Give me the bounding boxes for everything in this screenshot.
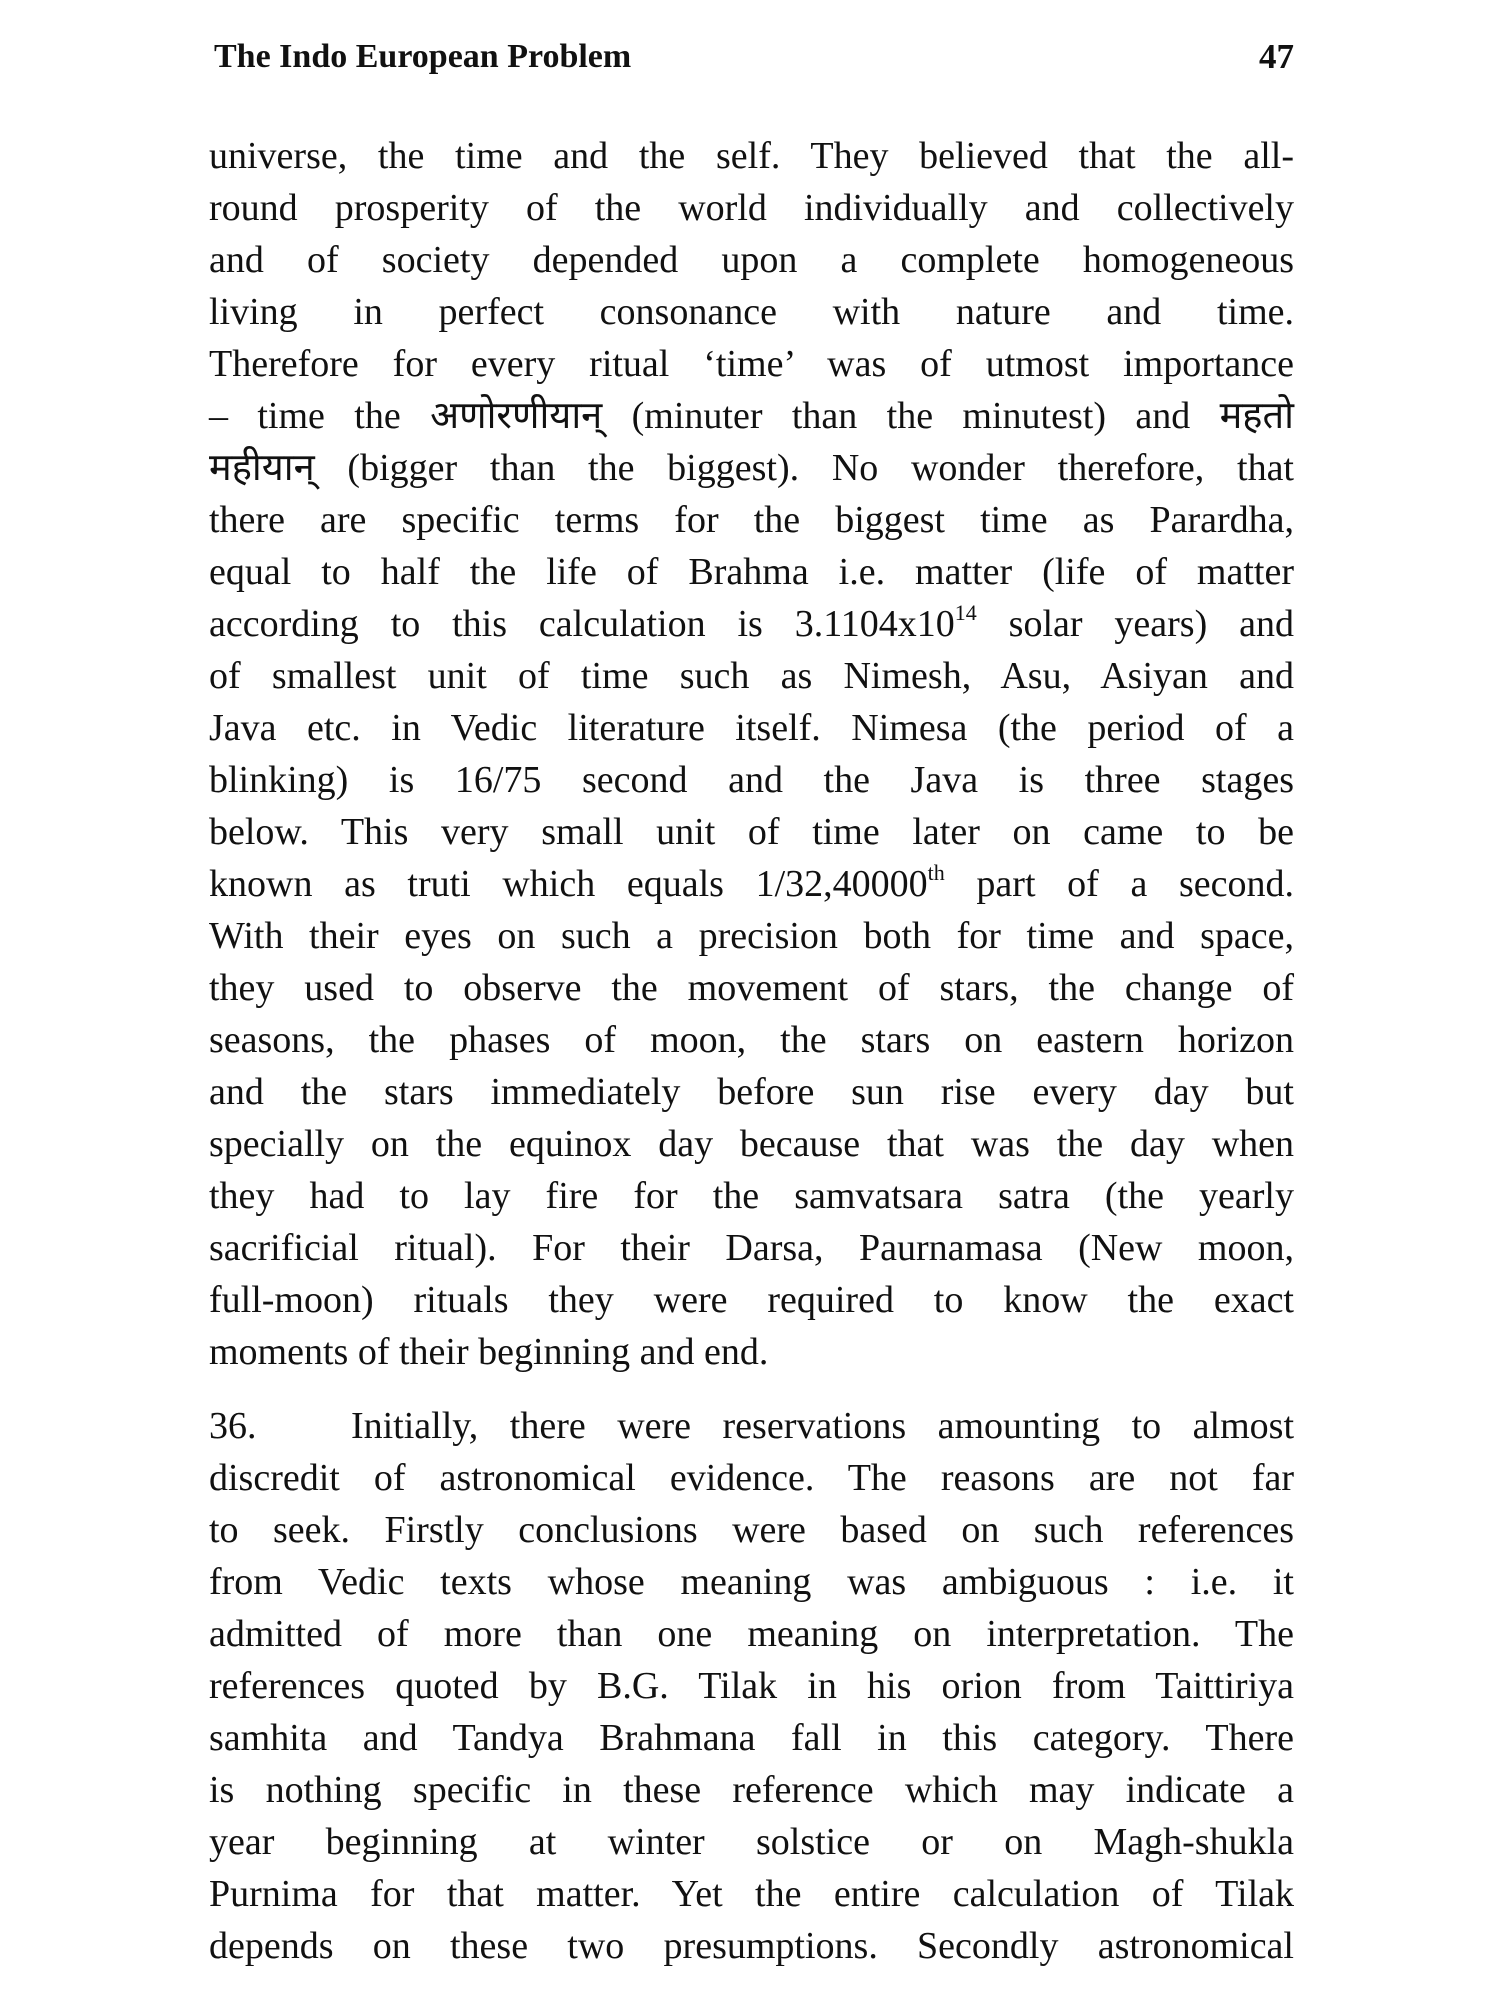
text-line: round prosperity of the world individually and collectively: [209, 187, 1294, 229]
text-line: discredit of astronomical evidence. The reasons are not far: [209, 1457, 1294, 1499]
text-line: Therefore for every ritual ‘time’ was of utmost importance: [209, 343, 1294, 385]
running-header: [214, 36, 1294, 78]
text-line: – time the अणोरणीयान् (minuter than the minutest) and महतो: [209, 395, 1294, 437]
text-line: from Vedic texts whose meaning was ambiguous : i.e. it: [209, 1561, 1294, 1603]
text-line: 36. Initially, there were reservations amounting to almost: [209, 1405, 1294, 1447]
text-line: महीयान् (bigger than the biggest). No wonder therefore, that: [209, 447, 1294, 489]
text-line: they had to lay fire for the samvatsara satra (the yearly: [209, 1175, 1294, 1217]
text-line: full-moon) rituals they were required to know the exact: [209, 1279, 1294, 1321]
text-line: seasons, the phases of moon, the stars on eastern horizon: [209, 1019, 1294, 1061]
text-line: equal to half the life of Brahma i.e. matter (life of matter: [209, 551, 1294, 593]
text-line: living in perfect consonance with nature and time.: [209, 291, 1294, 333]
text-line: year beginning at winter solstice or on Magh-shukla: [209, 1821, 1294, 1863]
paragraph-2: [209, 1400, 1294, 1972]
text-line: and of society depended upon a complete homogeneous: [209, 239, 1294, 281]
text-line: known as truti which equals 1/32,40000th part of a second.: [209, 860, 1294, 905]
text-line: they used to observe the movement of stars, the change of: [209, 967, 1294, 1009]
text-line: there are specific terms for the biggest time as Parardha,: [209, 499, 1294, 541]
text-line: Purnima for that matter. Yet the entire calculation of Tilak: [209, 1873, 1294, 1915]
paragraph-spacer: [209, 1378, 1294, 1400]
ordinal-superscript: th: [927, 860, 945, 886]
text-line: With their eyes on such a precision both for time and space,: [209, 915, 1294, 957]
text-line: Java etc. in Vedic literature itself. Nimesa (the period of a: [209, 707, 1294, 749]
book-title: The Indo European Problem: [214, 38, 632, 75]
text-line: to seek. Firstly conclusions were based on such references: [209, 1509, 1294, 1551]
page-body: [209, 130, 1294, 1972]
text-line: moments of their beginning and end.: [209, 1331, 769, 1373]
page-number: 47: [1259, 37, 1294, 76]
text-line: admitted of more than one meaning on interpretation. The: [209, 1613, 1294, 1655]
text-line: specially on the equinox day because that was the day when: [209, 1123, 1294, 1165]
text-line: is nothing specific in these reference which may indicate a: [209, 1769, 1294, 1811]
text-line: samhita and Tandya Brahmana fall in this category. There: [209, 1717, 1294, 1759]
text-line: references quoted by B.G. Tilak in his orion from Taittiriya: [209, 1665, 1294, 1707]
text-line: blinking) is 16/75 second and the Java is three stages: [209, 759, 1294, 801]
text-line: sacrificial ritual). For their Darsa, Paurnamasa (New moon,: [209, 1227, 1294, 1269]
text-line: and the stars immediately before sun rise every day but: [209, 1071, 1294, 1113]
text-line: below. This very small unit of time later on came to be: [209, 811, 1294, 853]
paragraph-1: [209, 130, 1294, 1378]
text-line: according to this calculation is $3.1104x10^{14}$ solar years) and: [209, 600, 1294, 645]
text-line: depends on these two presumptions. Secondly astronomical: [209, 1925, 1294, 1967]
text-line: of smallest unit of time such as Nimesh, Asu, Asiyan and: [209, 655, 1294, 697]
exponent-superscript: 14: [954, 600, 977, 626]
text-line: universe, the time and the self. They believed that the all-: [209, 135, 1294, 177]
